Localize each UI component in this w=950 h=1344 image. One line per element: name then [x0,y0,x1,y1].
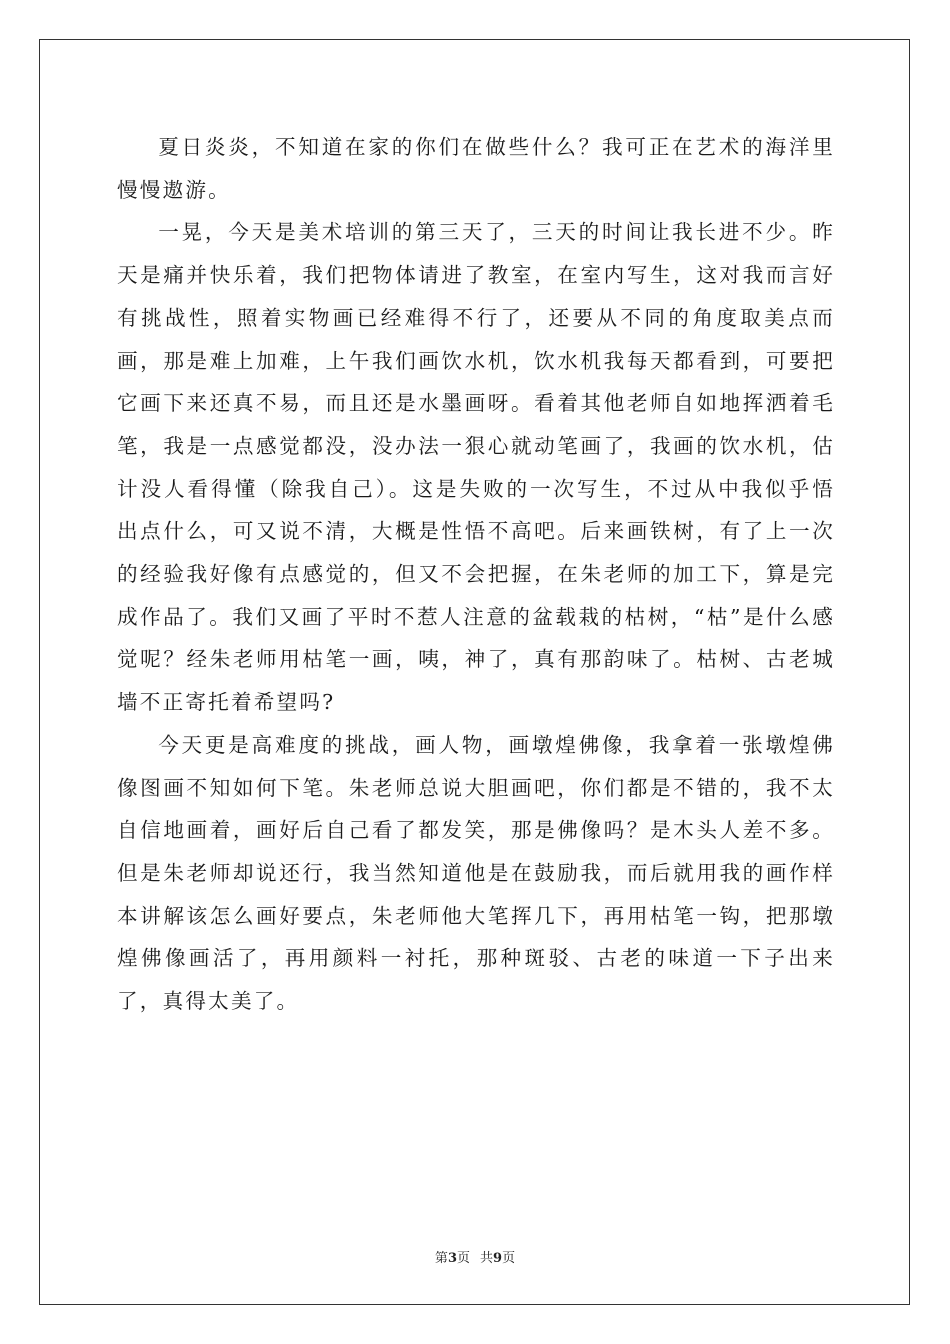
total-suffix: 页 [502,1251,516,1266]
paragraph-1: 夏日炎炎，不知道在家的你们在做些什么？我可正在艺术的海洋里慢慢遨游。 [117,135,835,202]
page-suffix: 页 [456,1251,470,1266]
paragraph-3: 今天更是高难度的挑战，画人物，画墩煌佛像，我拿着一张墩煌佛像图画不知如何下笔。朱老师总说大胆画吧，你们都是不错的，我不太自信地画着，画好后自己看了都发笑，那是佛像吗？是木头人差不多。但是朱老师却说还行，我当然知道他是在鼓励我，而后就用我的画作样本讲解该怎么画好要点，朱老师他大笔挥几下，再用枯笔一钩，把那墩煌佛像画活了，再用颜料一衬托，那种斑驳、古老的味道一下子出来了，真得太美了。 [117,732,835,1014]
page-number: 3 [447,1251,457,1266]
total-pages: 9 [493,1251,503,1266]
paragraph-2: 一晃，今天是美术培训的第三天了，三天的时间让我长进不少。昨天是痛并快乐着，我们把物体请进了教室，在室内写生，这对我而言好有挑战性，照着实物画已经难得不行了，还要从不同的角度取美点而画，那是难上加难，上午我们画饮水机，饮水机我每天都看到，可要把它画下来还真不易，而且还是水墨画呀。看着其他老师自如地挥洒着毛笔，我是一点感觉都没，没办法一狠心就动笔画了，我画的饮水机，估计没人看得懂（除我自己）。这是失败的一次写生，不过从中我似乎悟出点什么，可又说不清，大概是性悟不高吧。后来画铁树，有了上一次的经验我好像有点感觉的，但又不会把握，在朱老师的加工下，算是完成作品了。我们又画了平时不惹人注意的盆载栽的枯树，“枯”是什么感觉呢？经朱老师用枯笔一画，咦，神了，真有那韵味了。枯树、古老城墙不正寄托着希望吗? [117,220,835,715]
total-prefix: 共 [480,1251,494,1266]
page-prefix: 第 [434,1251,448,1266]
page-footer [0,1247,950,1266]
document-body [117,126,835,1023]
